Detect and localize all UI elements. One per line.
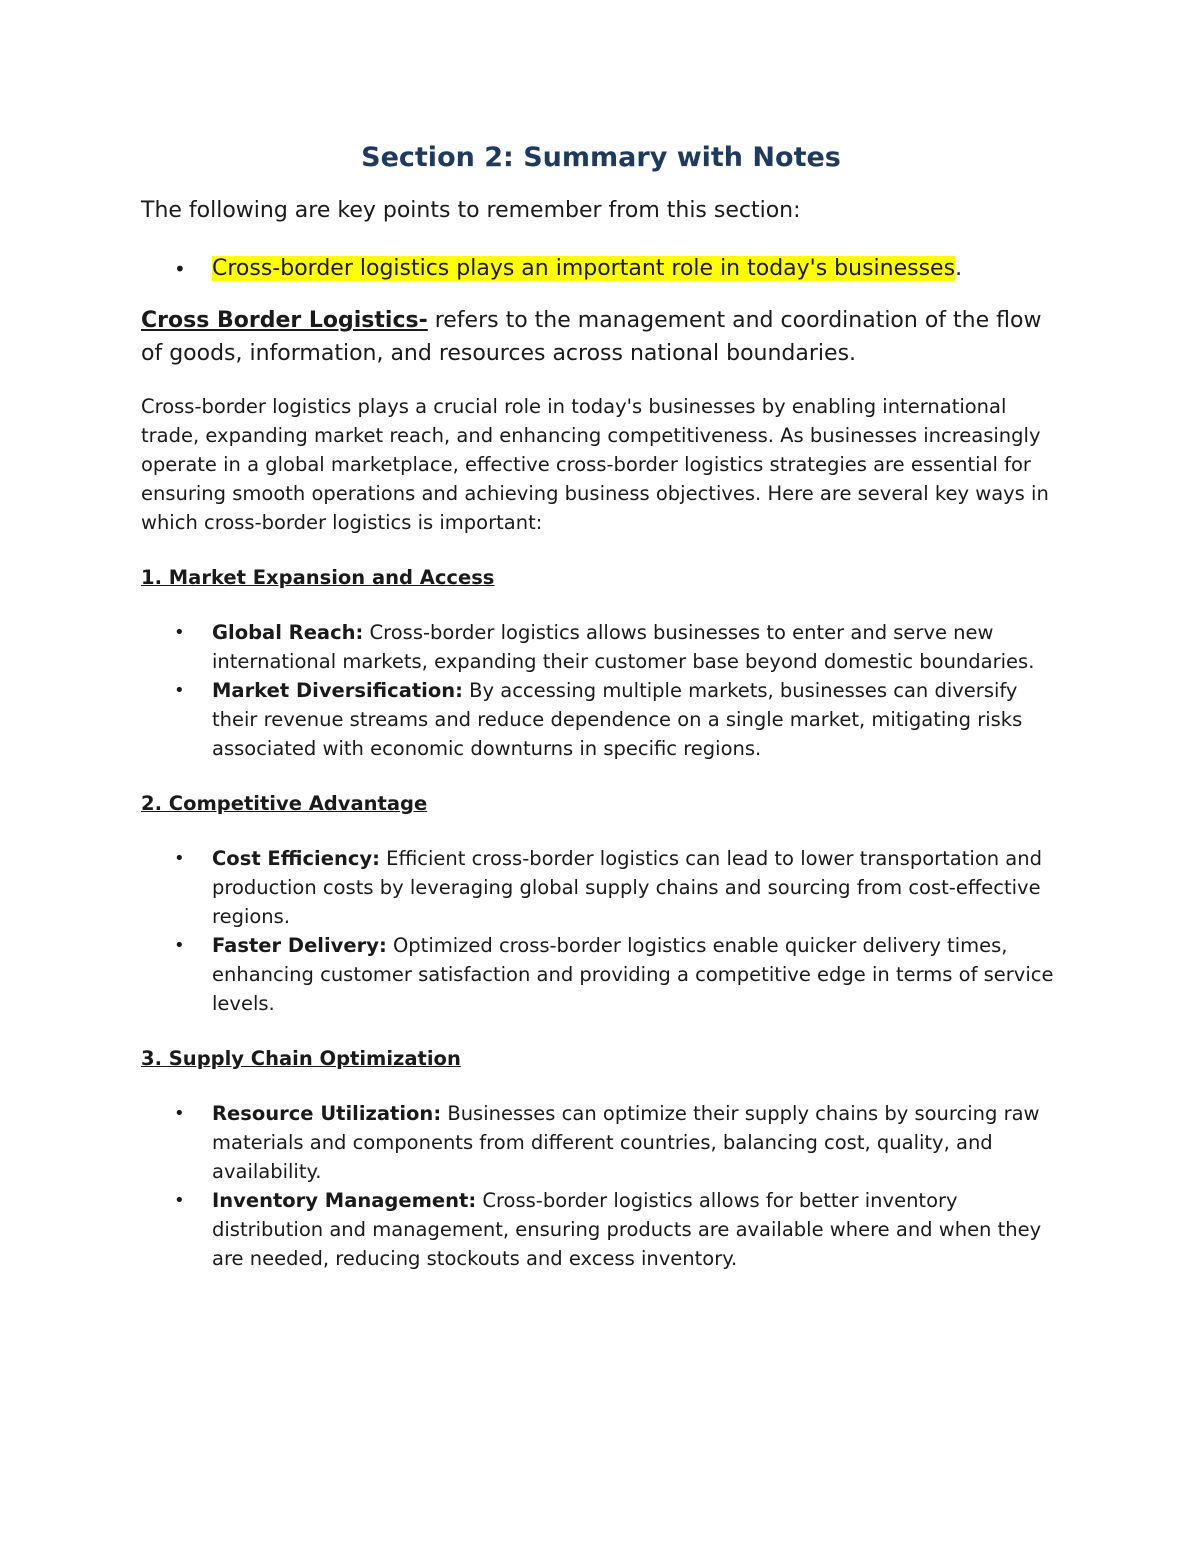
bullet-icon: • <box>174 1103 185 1124</box>
section-points-list <box>141 618 1061 763</box>
point-text: Cross-border logistics allows businesses to enter and serve new international markets, expanding their customer base beyond domestic boundaries. <box>212 621 1035 673</box>
point-text: Cross-border logistics allows for better inventory distribution and management, ensuring products are available where and when they are needed, reducing stockouts and excess inventory. <box>212 1189 1042 1270</box>
page-title: Section 2: Summary with Notes <box>361 142 841 173</box>
bullet-icon: • <box>174 935 185 956</box>
section-heading: 2. Competitive Advantage <box>141 792 428 815</box>
definition-term: Cross Border Logistics- <box>141 308 428 333</box>
highlighted-key-point: Cross-border logistics plays an important role in today's businesses <box>212 256 956 281</box>
section-points-list <box>141 1099 1061 1273</box>
point-label: Faster Delivery: <box>212 934 387 957</box>
section-heading: 1. Market Expansion and Access <box>141 566 495 589</box>
point-text: Optimized cross-border logistics enable quicker delivery times, enhancing customer satisfaction and providing a competitive edge in terms of service levels. <box>212 934 1054 1015</box>
bullet-icon: • <box>174 257 186 281</box>
point-label: Inventory Management: <box>212 1189 477 1212</box>
body-paragraph: Cross-border logistics plays a crucial role in today's businesses by enabling international trade, expanding market reach, and enhancing competitiveness. As businesses increasingly operate in a global marketplace, effective cross-border logistics strategies are essential for ensuring smooth operations and achieving business objectives. Here are several key ways in which cross-border logistics is important: <box>141 395 1049 534</box>
point-text: Efficient cross-border logistics can lead to lower transportation and production costs by leveraging global supply chains and sourcing from cost-effective regions. <box>212 847 1042 928</box>
key-point-item <box>141 254 1061 284</box>
section-heading: 3. Supply Chain Optimization <box>141 1047 461 1070</box>
point-label: Resource Utilization: <box>212 1102 442 1125</box>
list-item <box>141 1099 1061 1186</box>
bullet-icon: • <box>174 1190 185 1211</box>
point-text: By accessing multiple markets, businesses can diversify their revenue streams and reduce dependence on a single market, mitigating risks associated with economic downturns in specific regions. <box>212 679 1023 760</box>
section-points-list <box>141 844 1061 1018</box>
intro-text: The following are key points to remember from this section: <box>141 198 801 223</box>
definition-text: refers to the management and coordination of the flow of goods, information, and resources across national boundaries. <box>141 308 1042 366</box>
point-label: Global Reach: <box>212 621 364 644</box>
definition-paragraph <box>141 304 1061 370</box>
bullet-icon: • <box>174 848 185 869</box>
list-item <box>141 1186 1061 1273</box>
sections-container <box>141 563 1061 1273</box>
point-text: Businesses can optimize their supply chains by sourcing raw materials and components from different countries, balancing cost, quality, and availability. <box>212 1102 1040 1183</box>
key-points-list <box>141 254 1061 284</box>
bullet-icon: • <box>174 680 185 701</box>
list-item <box>141 844 1061 931</box>
point-label: Cost Efficiency: <box>212 847 380 870</box>
list-item <box>141 931 1061 1018</box>
key-point-period: . <box>955 256 963 281</box>
document-page <box>141 140 1061 1299</box>
point-label: Market Diversification: <box>212 679 463 702</box>
list-item <box>141 618 1061 676</box>
list-item <box>141 676 1061 763</box>
bullet-icon: • <box>174 622 185 643</box>
